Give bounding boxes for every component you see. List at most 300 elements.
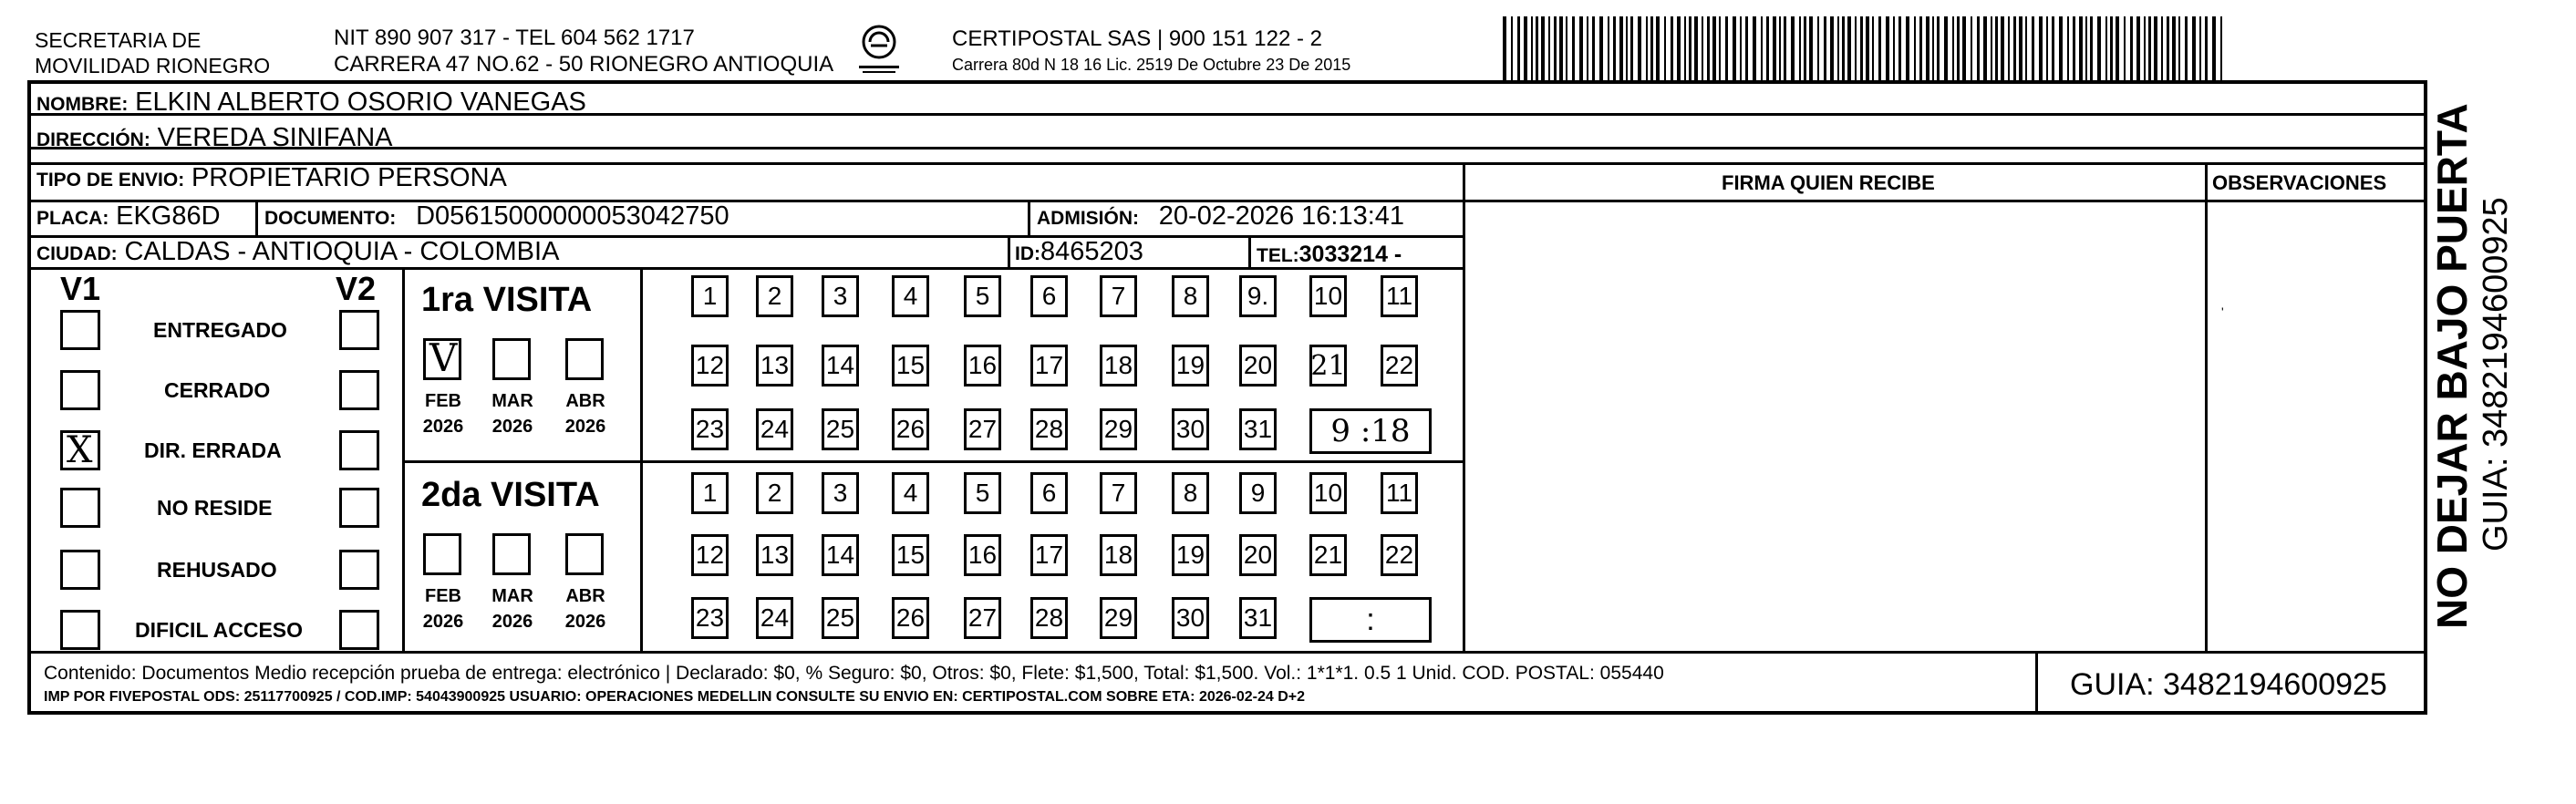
- barcode-bar: [1626, 16, 1628, 80]
- year-label: 2026: [564, 612, 606, 632]
- day-number: 19: [1175, 541, 1205, 569]
- barcode-bar: [2178, 16, 2180, 80]
- divider: [403, 460, 1464, 463]
- sender-line2: MOVILIDAD RIONEGRO: [35, 54, 271, 78]
- day-number: 1: [702, 282, 718, 310]
- day-number: 30: [1175, 415, 1205, 443]
- v2-checkbox[interactable]: [339, 488, 379, 528]
- day-box[interactable]: [822, 345, 859, 387]
- day-number: 20: [1243, 541, 1273, 569]
- day-number: 25: [825, 603, 855, 632]
- day-box[interactable]: [756, 534, 793, 576]
- v2-header: V2: [336, 270, 377, 307]
- time-box[interactable]: [1309, 408, 1432, 454]
- day-box[interactable]: [1172, 275, 1209, 317]
- barcode-bar: [1619, 16, 1623, 80]
- barcode-bar: [1866, 16, 1869, 80]
- barcode-bar: [1572, 16, 1575, 80]
- barcode-bar: [2105, 16, 2107, 80]
- day-number: 7: [1111, 282, 1126, 310]
- day-box[interactable]: [1239, 408, 1277, 450]
- day-box[interactable]: [1309, 275, 1347, 317]
- visit-title: 2da VISITA: [421, 476, 600, 514]
- barcode-bar: [2220, 16, 2222, 80]
- barcode-bar: [1952, 16, 1954, 80]
- barcode-bar: [2154, 16, 2157, 80]
- barcode-bar: [1991, 16, 1992, 80]
- barcode-bar: [1646, 16, 1648, 80]
- barcode-bar: [2039, 16, 2043, 80]
- barcode-bar: [2192, 16, 2196, 80]
- id-value: 8465203: [1040, 237, 1143, 266]
- barcode-bar: [2085, 16, 2087, 80]
- day-number: 17: [1034, 351, 1064, 379]
- day-number: 4: [903, 282, 918, 310]
- barcode-bar: [2025, 16, 2027, 80]
- barcode-bar: [1684, 16, 1686, 80]
- sender-line1: SECRETARIA DE: [35, 28, 202, 52]
- day-box[interactable]: [964, 597, 1001, 639]
- barcode-bar: [1932, 16, 1934, 80]
- barcode-bar: [1554, 16, 1557, 80]
- day-box[interactable]: [1030, 472, 1068, 514]
- day-box[interactable]: [756, 597, 793, 639]
- day-number: 26: [895, 603, 926, 632]
- barcode-bar: [1592, 16, 1595, 80]
- day-box[interactable]: [1239, 345, 1277, 387]
- month-checkbox[interactable]: [565, 338, 604, 380]
- id-label: ID:: [1015, 243, 1040, 264]
- v2-checkbox[interactable]: [339, 430, 379, 470]
- barcode-bar: [1712, 16, 1716, 80]
- barcode-bar: [1937, 16, 1940, 80]
- day-number: 6: [1041, 479, 1057, 507]
- barcode-bar: [1702, 16, 1703, 80]
- ciudad-field: [36, 239, 559, 265]
- sender-block: [35, 27, 270, 78]
- barcode-bar: [2090, 16, 2093, 80]
- day-box[interactable]: [1172, 597, 1209, 639]
- day-number: 7: [1111, 479, 1126, 507]
- day-box[interactable]: [892, 472, 929, 514]
- barcode-bar: [1773, 16, 1776, 80]
- day-box[interactable]: [1030, 275, 1068, 317]
- observaciones-mark: ': [2221, 304, 2224, 319]
- day-box[interactable]: [822, 597, 859, 639]
- divider: [640, 267, 643, 653]
- day-number: 5: [975, 479, 990, 507]
- documento-value: D05615000000053042750: [416, 201, 729, 231]
- barcode-bar: [2212, 16, 2216, 80]
- placa-field: [36, 203, 221, 230]
- barcode-bar: [1524, 16, 1527, 80]
- day-number: 28: [1034, 603, 1064, 632]
- barcode-bar: [1830, 16, 1834, 80]
- tel-value: 3033214 -: [1298, 242, 1402, 267]
- day-number: 20: [1243, 351, 1273, 379]
- day-box[interactable]: [1030, 408, 1068, 450]
- day-box[interactable]: [1381, 534, 1418, 576]
- day-number: 10: [1313, 282, 1343, 310]
- day-number: 31: [1243, 415, 1273, 443]
- day-number: 24: [760, 415, 790, 443]
- placa-label: PLACA:: [36, 208, 109, 229]
- address-line: CARRERA 47 NO.62 - 50 RIONEGRO ANTIOQUIA: [334, 52, 834, 77]
- barcode-bar: [1511, 16, 1513, 80]
- day-box[interactable]: [756, 408, 793, 450]
- carrier-line2: Carrera 80d N 18 16 Lic. 2519 De Octubre 23 De 2015: [952, 56, 1351, 75]
- status-label: DIR. ERRADA: [144, 438, 282, 462]
- tipo-envio-row: [36, 165, 507, 191]
- day-number: 26: [895, 415, 926, 443]
- barcode-bar: [1995, 16, 1998, 80]
- admision-value: 20-02-2026 16:13:41: [1158, 201, 1405, 231]
- carrier-block: [952, 26, 1350, 76]
- v1-checkbox[interactable]: [60, 310, 100, 350]
- no-dejar-warning: NO DEJAR BAJO PUERTA: [2428, 103, 2476, 629]
- day-box[interactable]: [691, 345, 729, 387]
- day-number: 13: [760, 541, 790, 569]
- day-number: 2: [767, 479, 782, 507]
- day-number: 29: [1103, 415, 1133, 443]
- barcode-bar: [1957, 16, 1960, 80]
- day-number: 12: [695, 351, 725, 379]
- documento-label: DOCUMENTO:: [264, 208, 397, 229]
- day-number: 28: [1034, 415, 1064, 443]
- day-number: 9: [1250, 479, 1266, 507]
- barcode-bar: [2110, 16, 2113, 80]
- day-box[interactable]: [691, 408, 729, 450]
- barcode-bar: [2136, 16, 2140, 80]
- nombre-label: NOMBRE:: [36, 94, 129, 115]
- day-box[interactable]: [1172, 472, 1209, 514]
- day-box[interactable]: [691, 472, 729, 514]
- day-box[interactable]: [892, 597, 929, 639]
- barcode-bar: [1804, 16, 1806, 80]
- barcode-bar: [1898, 16, 1901, 80]
- sender-contact-block: [334, 25, 833, 78]
- month-checkbox[interactable]: [492, 533, 531, 575]
- day-number: 29: [1103, 603, 1133, 632]
- barcode-bar: [1745, 16, 1748, 80]
- barcode-bar: [1613, 16, 1616, 80]
- day-box[interactable]: [1381, 345, 1418, 387]
- documento-field: [264, 203, 729, 230]
- divider: [1248, 235, 1251, 269]
- barcode-bar: [1919, 16, 1922, 80]
- barcode-bar: [1548, 16, 1550, 80]
- month-checkmark: V: [429, 335, 458, 380]
- day-box[interactable]: [964, 345, 1001, 387]
- day-number: 21: [1310, 349, 1346, 382]
- day-box[interactable]: [756, 472, 793, 514]
- divider: [1463, 162, 1465, 653]
- direccion-label: DIRECCIÓN:: [36, 129, 150, 150]
- barcode-bar: [1837, 16, 1839, 80]
- barcode-bar: [1878, 16, 1881, 80]
- nombre-value: ELKIN ALBERTO OSORIO VANEGAS: [135, 88, 586, 117]
- barcode-bar: [1893, 16, 1895, 80]
- barcode-bar: [1926, 16, 1929, 80]
- barcode-bar: [1541, 16, 1545, 80]
- barcode-bar: [2167, 16, 2169, 80]
- barcode-bar: [1707, 16, 1710, 80]
- day-box[interactable]: [964, 275, 1001, 317]
- year-label: 2026: [422, 612, 464, 632]
- divider: [255, 200, 258, 238]
- day-box[interactable]: [892, 408, 929, 450]
- barcode-bar: [1740, 16, 1742, 80]
- day-number: 14: [825, 351, 855, 379]
- day-box[interactable]: [1239, 472, 1277, 514]
- day-box[interactable]: [892, 534, 929, 576]
- day-box[interactable]: [1172, 345, 1209, 387]
- barcode-bar: [1630, 16, 1633, 80]
- direccion-value: VEREDA SINIFANA: [157, 123, 393, 152]
- month-label: ABR: [565, 586, 605, 606]
- day-box[interactable]: [756, 275, 793, 317]
- day-number: 15: [895, 351, 926, 379]
- ciudad-label: CIUDAD:: [36, 243, 118, 264]
- barcode-bar: [1733, 16, 1736, 80]
- barcode-bar: [1779, 16, 1781, 80]
- barcode-bar: [1847, 16, 1851, 80]
- barcode-bar: [2148, 16, 2151, 80]
- barcode-bar: [1559, 16, 1563, 80]
- barcode-bar: [1664, 16, 1666, 80]
- divider: [2035, 651, 2038, 715]
- month-checkbox[interactable]: [423, 335, 461, 380]
- barcode-bar: [1656, 16, 1660, 80]
- year-label: 2026: [422, 417, 464, 437]
- day-box[interactable]: [1309, 534, 1347, 576]
- firma-header: FIRMA QUIEN RECIBE: [1722, 171, 1935, 194]
- status-label: ENTREGADO: [153, 318, 287, 342]
- barcode-bar: [1914, 16, 1916, 80]
- placa-value: EKG86D: [116, 201, 221, 231]
- day-box[interactable]: [1100, 408, 1137, 450]
- day-number: 6: [1041, 282, 1057, 310]
- day-box[interactable]: [1239, 534, 1277, 576]
- barcode-bar: [2052, 16, 2054, 80]
- day-number: 4: [903, 479, 918, 507]
- day-number: 19: [1175, 351, 1205, 379]
- barcode-bar: [1791, 16, 1795, 80]
- day-number: 5: [975, 282, 990, 310]
- barcode-bar: [1579, 16, 1583, 80]
- day-number: 3: [833, 282, 848, 310]
- day-box[interactable]: [964, 534, 1001, 576]
- barcode-bar: [1983, 16, 1987, 80]
- barcode-bar: [1842, 16, 1845, 80]
- day-number: 17: [1034, 541, 1064, 569]
- day-number: 18: [1103, 351, 1133, 379]
- v1-checkbox[interactable]: [60, 550, 100, 590]
- barcode-bar: [1719, 16, 1721, 80]
- barcode-bar: [1977, 16, 1980, 80]
- day-number: 23: [695, 603, 725, 632]
- nit-line: NIT 890 907 317 - TEL 604 562 1717: [334, 26, 695, 50]
- day-box[interactable]: [964, 472, 1001, 514]
- barcode-bar: [1725, 16, 1728, 80]
- barcode-bar: [2185, 16, 2188, 80]
- barcode-bar: [2008, 16, 2010, 80]
- barcode-bar: [1517, 16, 1520, 80]
- barcode-bar: [2067, 16, 2069, 80]
- barcode-bar: [2130, 16, 2133, 80]
- day-number: 18: [1103, 541, 1133, 569]
- day-box[interactable]: [1030, 597, 1068, 639]
- carrier-line1: CERTIPOSTAL SAS | 900 151 122 - 2: [952, 26, 1322, 51]
- day-number: 11: [1385, 479, 1413, 507]
- barcode-bar: [2059, 16, 2063, 80]
- month-label: FEB: [425, 391, 461, 411]
- barcode-bar: [1860, 16, 1863, 80]
- month-label: ABR: [565, 391, 605, 411]
- day-number: 31: [1243, 603, 1273, 632]
- imp-text: IMP POR FIVEPOSTAL ODS: 25117700925 / COD.IMP: 54043900925 USUARIO: OPERACIONES MEDELLIN CONSULTE SU ENVIO EN: CERTIPOSTAL.COM SOBRE ETA: 2026-02-24 D+2: [44, 689, 1306, 705]
- day-number: 15: [895, 541, 926, 569]
- direccion-row: [36, 125, 392, 151]
- barcode-bar: [2032, 16, 2034, 80]
- tel-label: TEL:: [1257, 245, 1299, 266]
- barcode-bar: [2079, 16, 2083, 80]
- barcode-bar: [1536, 16, 1538, 80]
- barcode-bar: [1906, 16, 1909, 80]
- month-checkbox[interactable]: [565, 533, 604, 575]
- day-number: 22: [1384, 541, 1414, 569]
- v2-checkbox[interactable]: [339, 310, 379, 350]
- barcode-bar: [2172, 16, 2176, 80]
- day-number: 14: [825, 541, 855, 569]
- barcode-bar: [1855, 16, 1857, 80]
- status-label: DIFICIL ACCESO: [135, 618, 304, 642]
- barcode-bar: [2116, 16, 2119, 80]
- v1-checkbox[interactable]: [60, 370, 100, 410]
- day-number: 22: [1384, 351, 1414, 379]
- barcode-bar: [2205, 16, 2208, 80]
- v1-checkbox[interactable]: [60, 488, 100, 528]
- day-number: 8: [1183, 479, 1198, 507]
- status-label: CERRADO: [164, 378, 271, 402]
- tel-field: [1257, 241, 1402, 266]
- divider: [1028, 200, 1030, 238]
- barcode-bar: [1694, 16, 1698, 80]
- day-box[interactable]: [1100, 597, 1137, 639]
- day-box[interactable]: [1381, 472, 1418, 514]
- day-box[interactable]: [964, 408, 1001, 450]
- v1-checkbox[interactable]: [60, 430, 100, 470]
- v1-checkbox[interactable]: [60, 610, 100, 650]
- v2-checkbox[interactable]: [339, 610, 379, 650]
- barcode-bar: [1677, 16, 1681, 80]
- day-box[interactable]: [1309, 345, 1347, 387]
- barcode-bar: [1872, 16, 1874, 80]
- v2-checkbox[interactable]: [339, 550, 379, 590]
- day-box[interactable]: [1381, 275, 1418, 317]
- v2-checkbox[interactable]: [339, 370, 379, 410]
- day-box[interactable]: [1309, 472, 1347, 514]
- day-number: 8: [1183, 282, 1198, 310]
- barcode-bar: [1817, 16, 1819, 80]
- barcode-bar: [2019, 16, 2023, 80]
- day-box[interactable]: [1100, 345, 1137, 387]
- day-box[interactable]: [1030, 345, 1068, 387]
- day-box[interactable]: [1172, 534, 1209, 576]
- barcode-bar: [1599, 16, 1603, 80]
- barcode-bar: [2073, 16, 2075, 80]
- day-box[interactable]: [1030, 534, 1068, 576]
- barcode-bar: [1503, 16, 1506, 80]
- guia-side: GUIA: 3482194600925: [2477, 197, 2515, 551]
- day-box[interactable]: [822, 472, 859, 514]
- month-label: MAR: [491, 391, 533, 411]
- barcode-bar: [2001, 16, 2004, 80]
- admision-field: [1037, 203, 1404, 230]
- day-number: 2: [767, 282, 782, 310]
- day-number: 24: [760, 603, 790, 632]
- barcode-bar: [2046, 16, 2048, 80]
- v1-header: V1: [60, 270, 101, 307]
- day-box[interactable]: [756, 345, 793, 387]
- barcode-bar: [1587, 16, 1588, 80]
- day-number: 27: [967, 415, 998, 443]
- barcode-bar: [1650, 16, 1653, 80]
- day-box[interactable]: [822, 408, 859, 450]
- barcode-bar: [1886, 16, 1889, 80]
- barcode-bar: [1761, 16, 1763, 80]
- day-box[interactable]: [1172, 408, 1209, 450]
- v1-checkmark: X: [67, 429, 93, 471]
- day-number: 25: [825, 415, 855, 443]
- barcode-bar: [2199, 16, 2201, 80]
- day-box[interactable]: [892, 345, 929, 387]
- barcode-bar: [1971, 16, 1972, 80]
- day-box[interactable]: [1239, 597, 1277, 639]
- day-box[interactable]: [691, 275, 729, 317]
- day-box[interactable]: [691, 597, 729, 639]
- day-box[interactable]: [892, 275, 929, 317]
- admision-label: ADMISIÓN:: [1037, 208, 1139, 229]
- divider: [31, 651, 2426, 654]
- divider: [2205, 162, 2208, 653]
- barcode-bar: [1824, 16, 1826, 80]
- day-box[interactable]: [1100, 472, 1137, 514]
- time-box[interactable]: [1309, 597, 1432, 643]
- day-box[interactable]: [1100, 275, 1137, 317]
- tipo-envio-value: PROPIETARIO PERSONA: [191, 163, 507, 192]
- barcode-bar: [1809, 16, 1813, 80]
- barcode-bar: [2013, 16, 2016, 80]
- visit-title: 1ra VISITA: [421, 281, 593, 319]
- contenido-text: Contenido: Documentos Medio recepción prueba de entrega: electrónico | Declarado: $0, % Seguro: $0, Otros: $0, Flete: $1,500, Total: $1,500. Vol.: 1*1*1. 0.5 1 Unid. COD. POSTAL: 055440: [44, 663, 1664, 684]
- day-number: 11: [1385, 282, 1413, 310]
- barcode-bar: [1608, 16, 1609, 80]
- day-box[interactable]: [822, 275, 859, 317]
- day-number: 3: [833, 479, 848, 507]
- barcode-bar: [2124, 16, 2126, 80]
- barcode-bar: [2097, 16, 2101, 80]
- day-box[interactable]: [822, 534, 859, 576]
- tipo-envio-label: TIPO DE ENVIO:: [36, 170, 185, 191]
- day-box[interactable]: [691, 534, 729, 576]
- month-checkbox[interactable]: [423, 533, 461, 575]
- month-checkbox[interactable]: [492, 338, 531, 380]
- barcode-bar: [1689, 16, 1691, 80]
- time-value: :: [1366, 602, 1375, 637]
- day-box[interactable]: [1100, 534, 1137, 576]
- day-box[interactable]: [1239, 275, 1277, 317]
